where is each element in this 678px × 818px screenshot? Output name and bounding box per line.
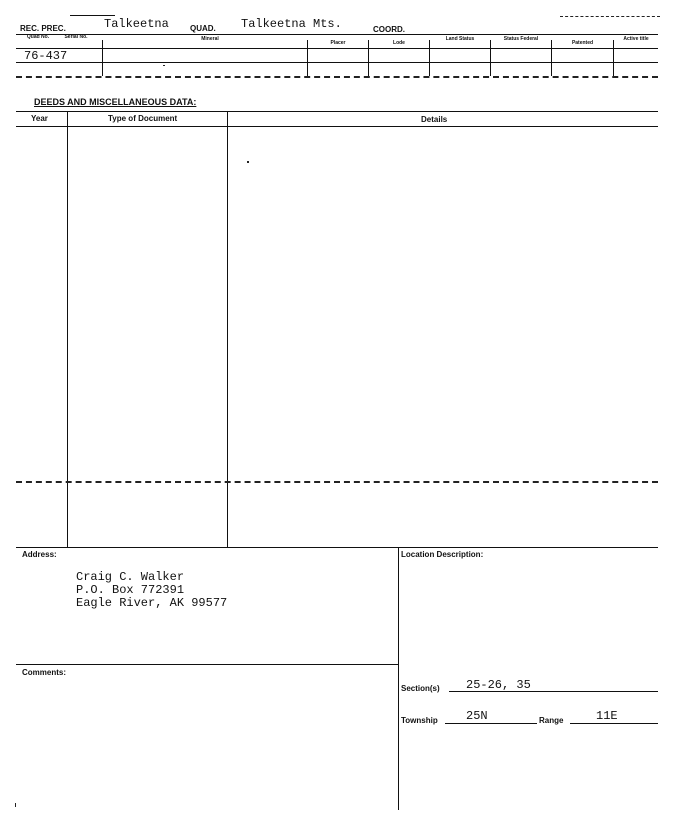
header-top-rule-left [70, 15, 115, 16]
coord-label: COORD. [373, 25, 405, 34]
header-rule [16, 34, 658, 35]
col-sep-6 [551, 40, 552, 76]
record-dashed-rule [16, 76, 658, 78]
address-line-po-box: P.O. Box 772391 [76, 583, 185, 597]
col-sep-5 [490, 40, 491, 76]
deeds-header-rule [16, 126, 658, 127]
type-of-document-column-header: Type of Document [108, 114, 178, 123]
address-label: Address: [22, 550, 57, 559]
col-sep-3 [368, 40, 369, 76]
location-description-label: Location Description: [401, 550, 484, 559]
land-status-label: Land Status [445, 36, 475, 42]
quad-no-label: Quad No. [26, 34, 50, 40]
scan-speck [15, 803, 16, 807]
sections-value: 25-26, 35 [466, 678, 531, 692]
sections-underline [449, 691, 658, 692]
township-underline [445, 723, 537, 724]
sections-label: Section(s) [401, 684, 440, 693]
rec-prec-label: REC. PREC. [20, 24, 66, 33]
address-line-city: Eagle River, AK 99577 [76, 596, 228, 610]
serial-no-label: Serial No. [64, 34, 88, 40]
range-underline [570, 723, 658, 724]
federal-status-label: Status Federal [503, 36, 539, 42]
rec-prec-value: Talkeetna [104, 17, 169, 31]
deeds-section-title: DEEDS AND MISCELLANEOUS DATA: [34, 97, 197, 107]
range-label: Range [539, 716, 564, 725]
address-location-divider [398, 547, 399, 810]
deeds-top-rule [16, 111, 658, 112]
lode-label: Lode [393, 40, 405, 46]
quad-serial-value: 76-437 [24, 49, 68, 63]
record-rule [16, 62, 658, 63]
year-column-header: Year [31, 114, 48, 123]
address-line-name: Craig C. Walker [76, 570, 185, 584]
deeds-bottom-rule [16, 547, 658, 548]
scan-speck [163, 65, 165, 66]
scan-speck [247, 161, 249, 163]
quad-value: Talkeetna Mts. [241, 17, 342, 31]
header-top-rule-right [560, 16, 660, 17]
col-sep-7 [613, 40, 614, 76]
comments-top-rule [16, 664, 398, 665]
range-value: 11E [596, 709, 618, 723]
township-value: 25N [466, 709, 488, 723]
col-sep-1 [102, 40, 103, 76]
details-column-header: Details [421, 115, 448, 124]
deeds-dashed-rule [16, 481, 658, 483]
quad-label: QUAD. [190, 24, 216, 33]
comments-label: Comments: [22, 668, 67, 677]
mineral-label: Mineral [201, 36, 219, 42]
col-sep-2 [307, 40, 308, 76]
address-block [76, 571, 227, 610]
placer-label: Placer [330, 40, 346, 46]
col-sep-4 [429, 40, 430, 76]
active-title-label: Active title [623, 36, 649, 42]
township-label: Township [401, 716, 438, 725]
patented-label: Patented [571, 40, 594, 46]
column-header-rule [16, 48, 658, 49]
